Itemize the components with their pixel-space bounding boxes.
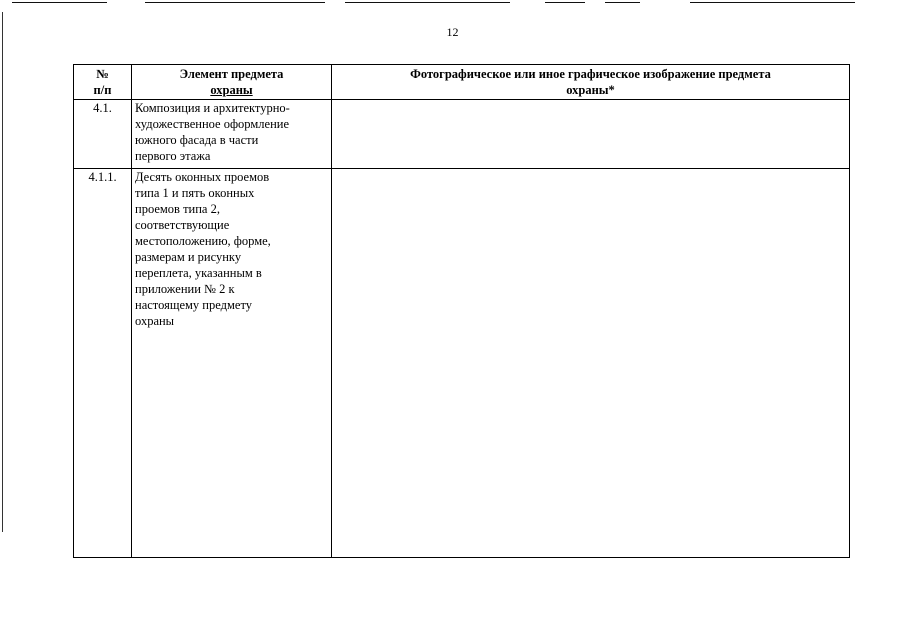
- row-element-line: проемов типа 2,: [135, 202, 220, 216]
- header-element: [132, 65, 332, 100]
- row-element-line: настоящему предмету: [135, 298, 252, 312]
- scan-artifact-line: [145, 2, 325, 3]
- row-number: 4.1.1.: [74, 169, 132, 558]
- scan-artifact-line: [345, 2, 510, 3]
- table-header-row: [74, 65, 850, 100]
- row-element-line: Композиция и архитектурно-: [135, 101, 290, 115]
- table-row: [74, 100, 850, 169]
- header-photo-line-1: Фотографическое или иное графическое изображение предмета: [410, 67, 771, 81]
- scan-artifact-line: [690, 2, 855, 3]
- scan-artifact-line: [605, 2, 640, 3]
- row-element-line: Десять оконных проемов: [135, 170, 270, 184]
- header-number-line-1: №: [96, 67, 109, 81]
- row-element-line: соответствующие: [135, 218, 230, 232]
- row-element: [132, 169, 332, 558]
- row-element-line: приложении № 2 к: [135, 282, 235, 296]
- header-number-line-2: п/п: [93, 83, 112, 97]
- row-photo: [332, 169, 850, 558]
- scan-left-edge: [2, 12, 3, 532]
- row-element-line: местоположению, форме,: [135, 234, 271, 248]
- row-number: 4.1.: [74, 100, 132, 169]
- table-row: [74, 169, 850, 558]
- row-element-line: охраны: [135, 314, 175, 328]
- row-element: [132, 100, 332, 169]
- header-photo-line-2: охраны*: [566, 83, 615, 97]
- header-element-line-2: охраны: [210, 83, 253, 97]
- header-element-line-1: Элемент предмета: [179, 67, 284, 81]
- header-number: [74, 65, 132, 100]
- row-photo: [332, 100, 850, 169]
- row-element-line: южного фасада в части: [135, 133, 259, 147]
- scan-artifact-line: [12, 2, 107, 3]
- protection-subject-table: [73, 64, 850, 558]
- header-photo: [332, 65, 850, 100]
- row-element-line: типа 1 и пять оконных: [135, 186, 255, 200]
- row-element-line: первого этажа: [135, 149, 211, 163]
- row-element-line: размерам и рисунку: [135, 250, 242, 264]
- row-element-line: художественное оформление: [135, 117, 289, 131]
- row-element-line: переплета, указанным в: [135, 266, 262, 280]
- page-number: 12: [446, 25, 459, 39]
- scan-artifact-line: [545, 2, 585, 3]
